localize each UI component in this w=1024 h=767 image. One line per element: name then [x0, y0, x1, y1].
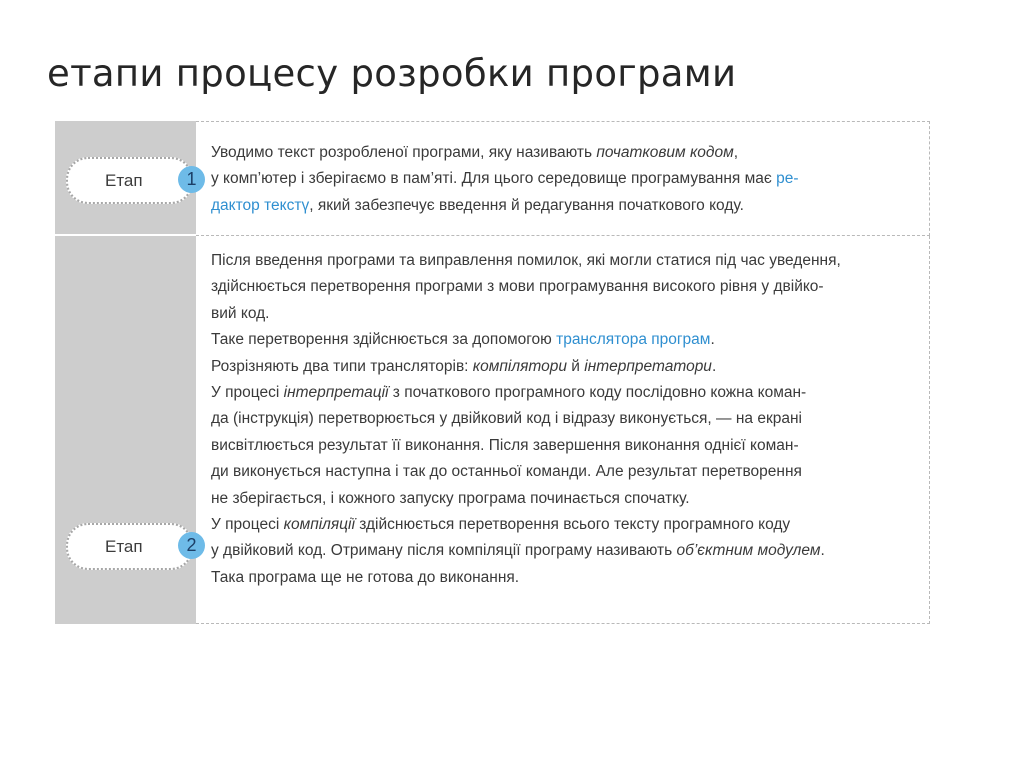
stage-1-line-2: у комп’ютер і зберігаємо в пам’яті. Для цього середовище програмування має ре-: [211, 170, 799, 188]
stage-2-word: Етап: [105, 537, 143, 556]
stage-2-line-7: да (інструкція) перетворюється у двійковий код і відразу виконується, — на екрані: [211, 410, 802, 428]
stage-2-line-4: Таке перетворення здійснюється за допомогою транслятора програм.: [211, 331, 715, 349]
stage-2-line-12: у двійковий код. Отриману після компіляції програму називають об’єктним модулем.: [211, 542, 825, 560]
stage-2-number: 2: [178, 532, 205, 559]
stage-2-line-10: не зберігається, і кожного запуску програма починається спочатку.: [211, 489, 690, 507]
stage-1-description: [196, 121, 930, 236]
stage-2-line-2: здійснюється перетворення програми з мови програмування високого рівня у двійко-: [211, 278, 824, 296]
stage-1-word: Етап: [105, 171, 143, 190]
stage-2-line-6: У процесі інтерпретації з початкового програмного коду послідовно кожна коман-: [211, 384, 807, 402]
stage-2-line-3: вий код.: [211, 304, 270, 322]
stage-1-number: 1: [178, 166, 205, 193]
stage-2-line-9: ди виконується наступна і так до останньої команди. Але результат перетворення: [211, 463, 802, 481]
stage-1-line-3: дактор текстү, який забезпечує введення й редагування початкового коду.: [211, 196, 744, 214]
stage-2-line-13: Така програма ще не готова до виконання.: [211, 568, 520, 586]
stage-2-line-8: висвітлюється результат її виконання. Після завершення виконання однієї коман-: [211, 436, 799, 454]
stage-2-line-11: У процесі компіляції здійснюється перетворення всього тексту програмного коду: [211, 516, 791, 534]
stage-2-line-5: Розрізняють два типи трансляторів: компілятори й інтерпретатори.: [211, 357, 717, 375]
stages-table: [55, 121, 930, 624]
stage-1-line-1: Уводимо текст розробленої програми, яку називають початковим кодом,: [211, 144, 739, 161]
stage-1-badge: [66, 157, 197, 204]
stage-2-line-1: Після введення програми та виправлення помилок, які могли статися під час уведення,: [211, 252, 841, 269]
stage-1-label-cell: [55, 121, 196, 236]
stage-2-label-cell: [55, 236, 196, 624]
stage-2-badge: [66, 523, 197, 570]
stage-2-description: [196, 236, 930, 624]
slide-title: етапи процесу розробки програми: [47, 52, 737, 95]
